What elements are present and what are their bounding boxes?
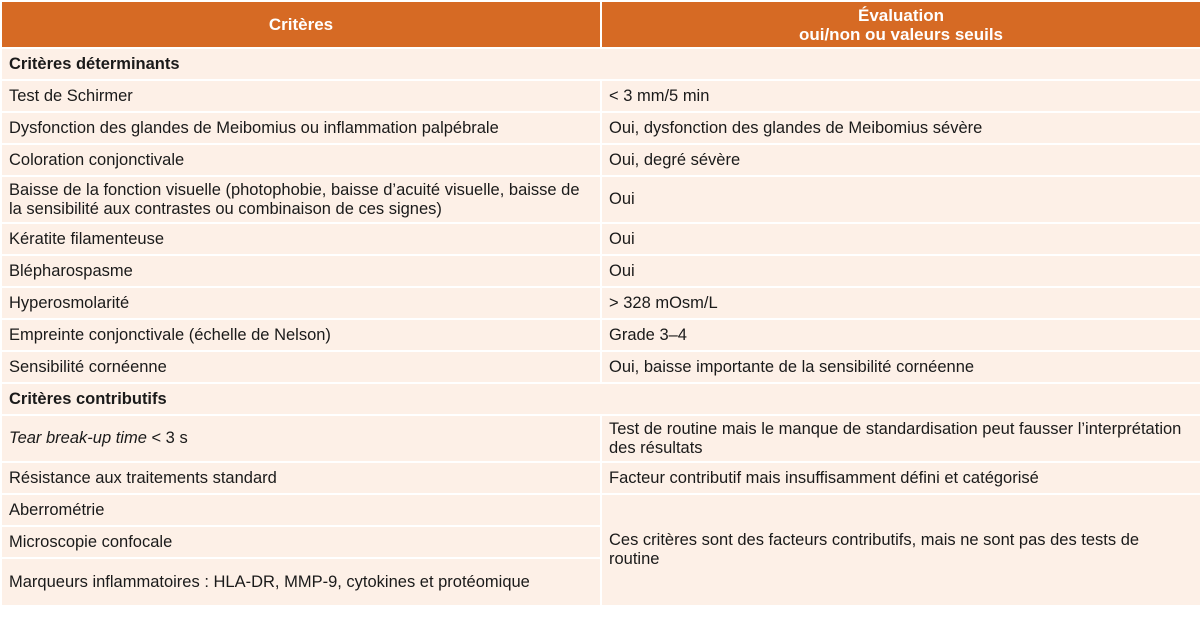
evaluation-cell: Oui (601, 223, 1200, 255)
criterion-italic: Tear break-up time (9, 429, 147, 447)
table-row (1, 351, 1200, 383)
section-title: Critères contributifs (1, 383, 1200, 415)
criterion-cell: Dysfonction des glandes de Meibomius ou inflammation palpébrale (1, 112, 601, 144)
header-evaluation-subtitle: oui/non ou valeurs seuils (798, 24, 1004, 44)
evaluation-cell: < 3 mm/5 min (601, 80, 1200, 112)
table-row (1, 319, 1200, 351)
criterion-cell: Test de Schirmer (1, 80, 601, 112)
table-row (1, 176, 1200, 223)
table-row (1, 255, 1200, 287)
table-row (1, 494, 1200, 526)
table-row (1, 112, 1200, 144)
criterion-cell: Résistance aux traitements standard (1, 462, 601, 494)
evaluation-cell: Oui, degré sévère (601, 144, 1200, 176)
evaluation-cell: Oui, baisse importante de la sensibilité cornéenne (601, 351, 1200, 383)
criterion-cell: Microscopie confocale (1, 526, 601, 558)
header-evaluation-title: Évaluation (858, 5, 944, 25)
evaluation-cell: Test de routine mais le manque de standardisation peut fausser l’interprétation des résultats (601, 415, 1200, 462)
table-header (1, 1, 1200, 48)
header-evaluation (601, 1, 1200, 48)
criterion-cell: Marqueurs inflammatoires : HLA-DR, MMP-9, cytokines et protéomique (1, 558, 601, 606)
section-title: Critères déterminants (1, 48, 1200, 80)
table-row (1, 223, 1200, 255)
criterion-cell: Baisse de la fonction visuelle (photophobie, baisse d’acuité visuelle, baisse de la sensibilité aux contrastes ou combinaison de ces signes) (1, 176, 601, 223)
table-row (1, 415, 1200, 462)
criterion-cell: Kératite filamenteuse (1, 223, 601, 255)
evaluation-cell: Grade 3–4 (601, 319, 1200, 351)
table-row (1, 80, 1200, 112)
table-row (1, 287, 1200, 319)
section-row (1, 383, 1200, 415)
evaluation-cell: Facteur contributif mais insuffisamment défini et catégorisé (601, 462, 1200, 494)
criterion-rest: < 3 s (146, 429, 188, 447)
section-row (1, 48, 1200, 80)
criterion-cell: Empreinte conjonctivale (échelle de Nelson) (1, 319, 601, 351)
criterion-cell: Aberrométrie (1, 494, 601, 526)
merged-evaluation-cell: Ces critères sont des facteurs contributifs, mais ne sont pas des tests de routine (601, 494, 1200, 606)
evaluation-cell: > 328 mOsm/L (601, 287, 1200, 319)
evaluation-cell: Oui (601, 255, 1200, 287)
criterion-cell (1, 415, 601, 462)
criterion-cell: Coloration conjonctivale (1, 144, 601, 176)
table-row (1, 462, 1200, 494)
table-row (1, 144, 1200, 176)
evaluation-cell: Oui (601, 176, 1200, 223)
criterion-cell: Blépharospasme (1, 255, 601, 287)
evaluation-cell: Oui, dysfonction des glandes de Meibomius sévère (601, 112, 1200, 144)
criterion-cell: Sensibilité cornéenne (1, 351, 601, 383)
criterion-cell: Hyperosmolarité (1, 287, 601, 319)
header-criteria: Critères (1, 1, 601, 48)
